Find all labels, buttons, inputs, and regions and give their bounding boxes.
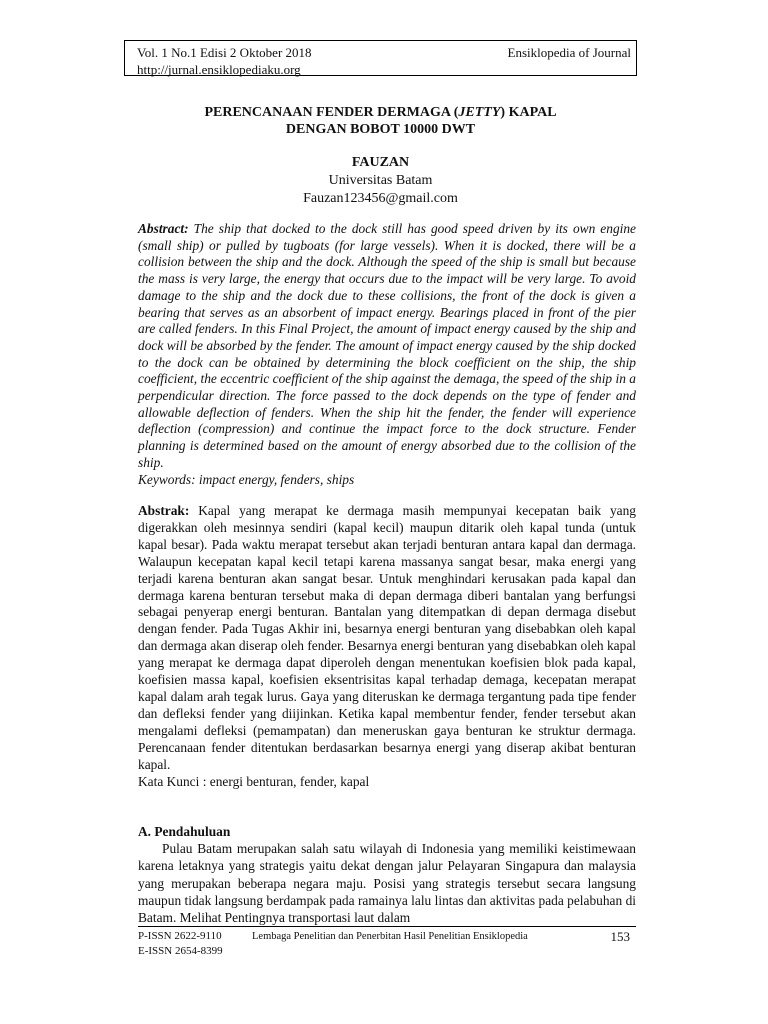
abstract-indonesian: [138, 503, 636, 790]
keywords-id: Kata Kunci : energi benturan, fender, kapal: [138, 773, 370, 789]
volume-info: Vol. 1 No.1 Edisi 2 Oktober 2018: [137, 45, 312, 60]
header-row: [137, 44, 631, 61]
electronic-issn: E-ISSN 2654-8399: [138, 945, 223, 957]
print-issn: P-ISSN 2622-9110: [138, 930, 222, 942]
section-heading: A. Pendahuluan: [138, 824, 231, 839]
title-line-1: PERENCANAAN FENDER DERMAGA (JETTY) KAPAL: [204, 105, 557, 120]
running-header: [124, 40, 637, 76]
abstract-id-label: Abstrak:: [138, 503, 190, 518]
title-line-2: DENGAN BOBOT 10000 DWT: [285, 122, 476, 137]
abstract-id-text: Kapal yang merapat ke dermaga masih mempunyai kecepatan baik yang digerakkan oleh mesinnya sendiri (kapal kecil) maupun ditarik oleh kapal tunda (untuk kapal besar). Pada waktu merapat tersebut akan terjadi benturan antara kapal dan dermaga. Walaupun kecepatan kapal kecil tetapi karena massanya sangat besar, maka energi yang terjadi karena benturan akan sangat besar. Untuk menghindari kerusakan pada kapal dan dermaga karena benturan tersebut maka di depan dermaga diberi bantalan yang berfungsi sebagai penyerap energi benturan. Bantalan yang ditempatkan di depan dermaga disebut dengan fender. Pada Tugas Akhir ini, besarnya energi benturan yang disebabkan oleh kapal dan dermaga akan diserap oleh fender. Besarnya energi benturan yang disebabkan oleh kapal yang merapat ke dermaga dapat diperoleh dengan menentukan koefisien blok pada kapal, koefisien massa kapal, koefisien eksentrisitas kapal terhadap demaga, kecepatan merapat kapal dalam arah tegak lurus. Gaya yang diteruskan ke dermaga tergantung pada tipe fender dan defleksi fender yang diijinkan. Ketika kapal membentur fender, fender tersebut akan mengalami defleksi (pemampatan) dan meneruskan gaya benturan ke struktur dermaga. Perencanaan fender ditentukan berdasarkan besarnya energi yang diserap akibat benturan kapal.: [138, 503, 636, 772]
author-affiliation: Universitas Batam: [328, 173, 433, 188]
abstract-en-text: The ship that docked to the dock still has good speed driven by its own engine (small ship) or pulled by tugboats (for large vessels). When it is docked, there will be a collision between the ship and the dock. Although the speed of the ship is small but because the mass is very large, the energy that occurs due to the impact will be very large. To avoid damage to the ship and the dock due to these collisions, the front of the dock is given a bearing that serves as an absorbent of impact energy. Bearings placed in front of the pier are called fenders. In this Final Project, the amount of impact energy caused by the ship and dock will be absorbed by the fender. The amount of impact energy caused by the ship docked to the dock can be obtained by determining the block coefficient on the ship, the ship coefficient, the eccentric coefficient of the ship against the demaga, the speed of the ship in a perpendicular direction. The force passed to the dock depends on the type of fender and allowable deflection of fenders. When the ship hit the fender, the fender will experience deflection (compression) and continue the impact force to the dock structure. Fender planning is determined based on the amount of energy absorbed due to the collision of the ship.: [138, 221, 636, 470]
abstract-english: [138, 221, 636, 488]
page-number: 153: [610, 929, 630, 944]
journal-name: Ensiklopedia of Journal: [507, 45, 631, 60]
author-block: [124, 154, 637, 208]
abstract-id-body: [138, 503, 636, 774]
abstract-en-label: Abstract:: [138, 221, 189, 236]
author-email[interactable]: Fauzan123456@gmail.com: [303, 191, 458, 206]
publisher-institution: Lembaga Penelitian dan Penerbitan Hasil Penelitian Ensiklopedia: [252, 931, 528, 942]
section-paragraph: Pulau Batam merupakan salah satu wilayah di Indonesia yang memiliki keistimewaan karena letaknya yang strategis yaitu dekat dengan jalur Pelayaran Singapura dan malaysia yang merupakan beberapa negara maju. Posisi yang strategis tersebut secara langsung maupun tidak langsung berdampak pada ramainya lalu lintas dan aktivitas pada pelabuhan di Batam. Melihat Pentingnya transportasi laut dalam: [138, 841, 636, 926]
author-name: FAUZAN: [351, 155, 410, 170]
journal-url[interactable]: http://jurnal.ensiklopediaku.org: [137, 62, 301, 77]
issn-block: [138, 929, 223, 959]
abstract-en-body: [138, 221, 636, 472]
introduction-section: [138, 823, 636, 926]
keywords-en: Keywords: impact energy, fenders, ships: [138, 471, 355, 487]
article-title: [124, 104, 637, 138]
footer-divider: [138, 926, 636, 927]
